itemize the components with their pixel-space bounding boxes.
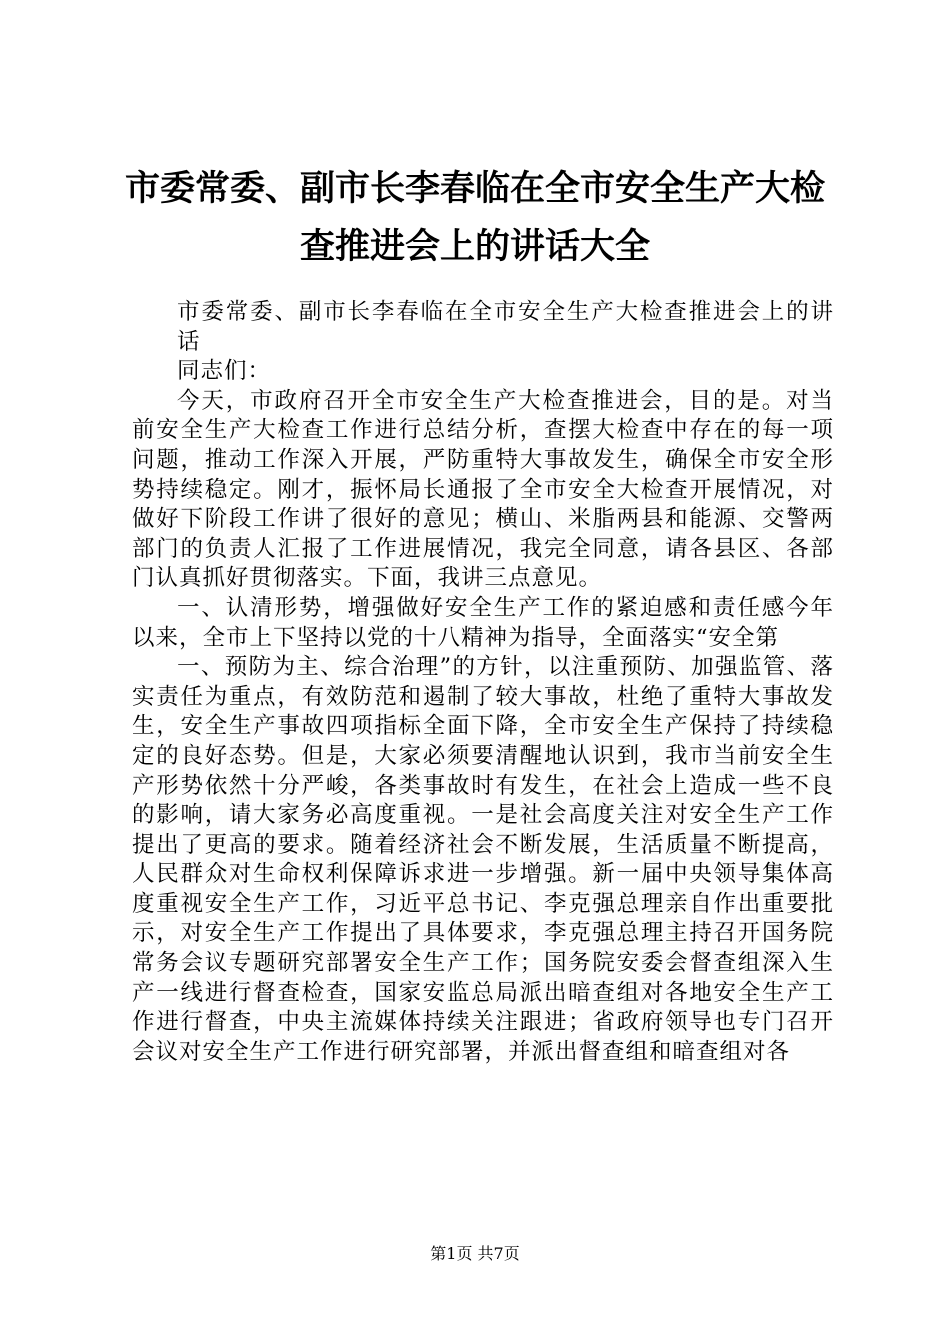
salutation: 同志们： (177, 358, 272, 385)
paragraph-1: 今天，市政府召开全市安全生产大检查推进会，目的是。对当前安全生产大检查工作进行总结分析，查摆大检查中存在的每一项问题，推动工作深入开展，严防重特大事故发生，确保全市安全形势持续稳定。刚才，振怀局长通报了全市安全大检查开展情况，对做好下阶段工作讲了很好的意见；横山、米脂两县和能源、交警两部门的负责人汇报了工作进展情况，我完全同意，请各县区、各部门认真抓好贯彻落实。下面，我讲三点意见。 (132, 387, 834, 592)
paragraph-2: 一、认清形势，增强做好安全生产工作的紧迫感和责任感今年以来，全市上下坚持以党的十八精神为指导，全面落实“安全第 (132, 594, 834, 651)
document-body (132, 298, 834, 1067)
page-footer: 第1页 共7页 (430, 1244, 520, 1263)
document-title: 市委常委、副市长李春临在全市安全生产大检查推进会上的讲话大全 (124, 168, 825, 267)
document-subtitle: 市委常委、副市长李春临在全市安全生产大检查推进会上的讲话 (177, 299, 834, 355)
paragraph-3: 一、预防为主、综合治理”的方针，以注重预防、加强监管、落实责任为重点，有效防范和遏制了较大事故，杜绝了重特大事故发生，安全生产事故四项指标全面下降，全市安全生产保持了持续稳定的良好态势。但是，大家必须要清醒地认识到，我市当前安全生产形势依然十分严峻，各类事故时有发生，在社会上造成一些不良的影响，请大家务必高度重视。一是社会高度关注对安全生产工作提出了更高的要求。随着经济社会不断发展，生活质量不断提高，人民群众对生命权利保障诉求进一步增强。新一届中央领导集体高度重视安全生产工作，习近平总书记、李克强总理亲自作出重要批示，对安全生产工作提出了具体要求，李克强总理主持召开国务院常务会议专题研究部署安全生产工作；国务院安委会督查组深入生产一线进行督查检查，国家安监总局派出暗查组对各地安全生产工作进行督查，中央主流媒体持续关注跟进；省政府领导也专门召开会议对安全生产工作进行研究部署，并派出督查组和暗查组对各 (132, 654, 834, 1065)
